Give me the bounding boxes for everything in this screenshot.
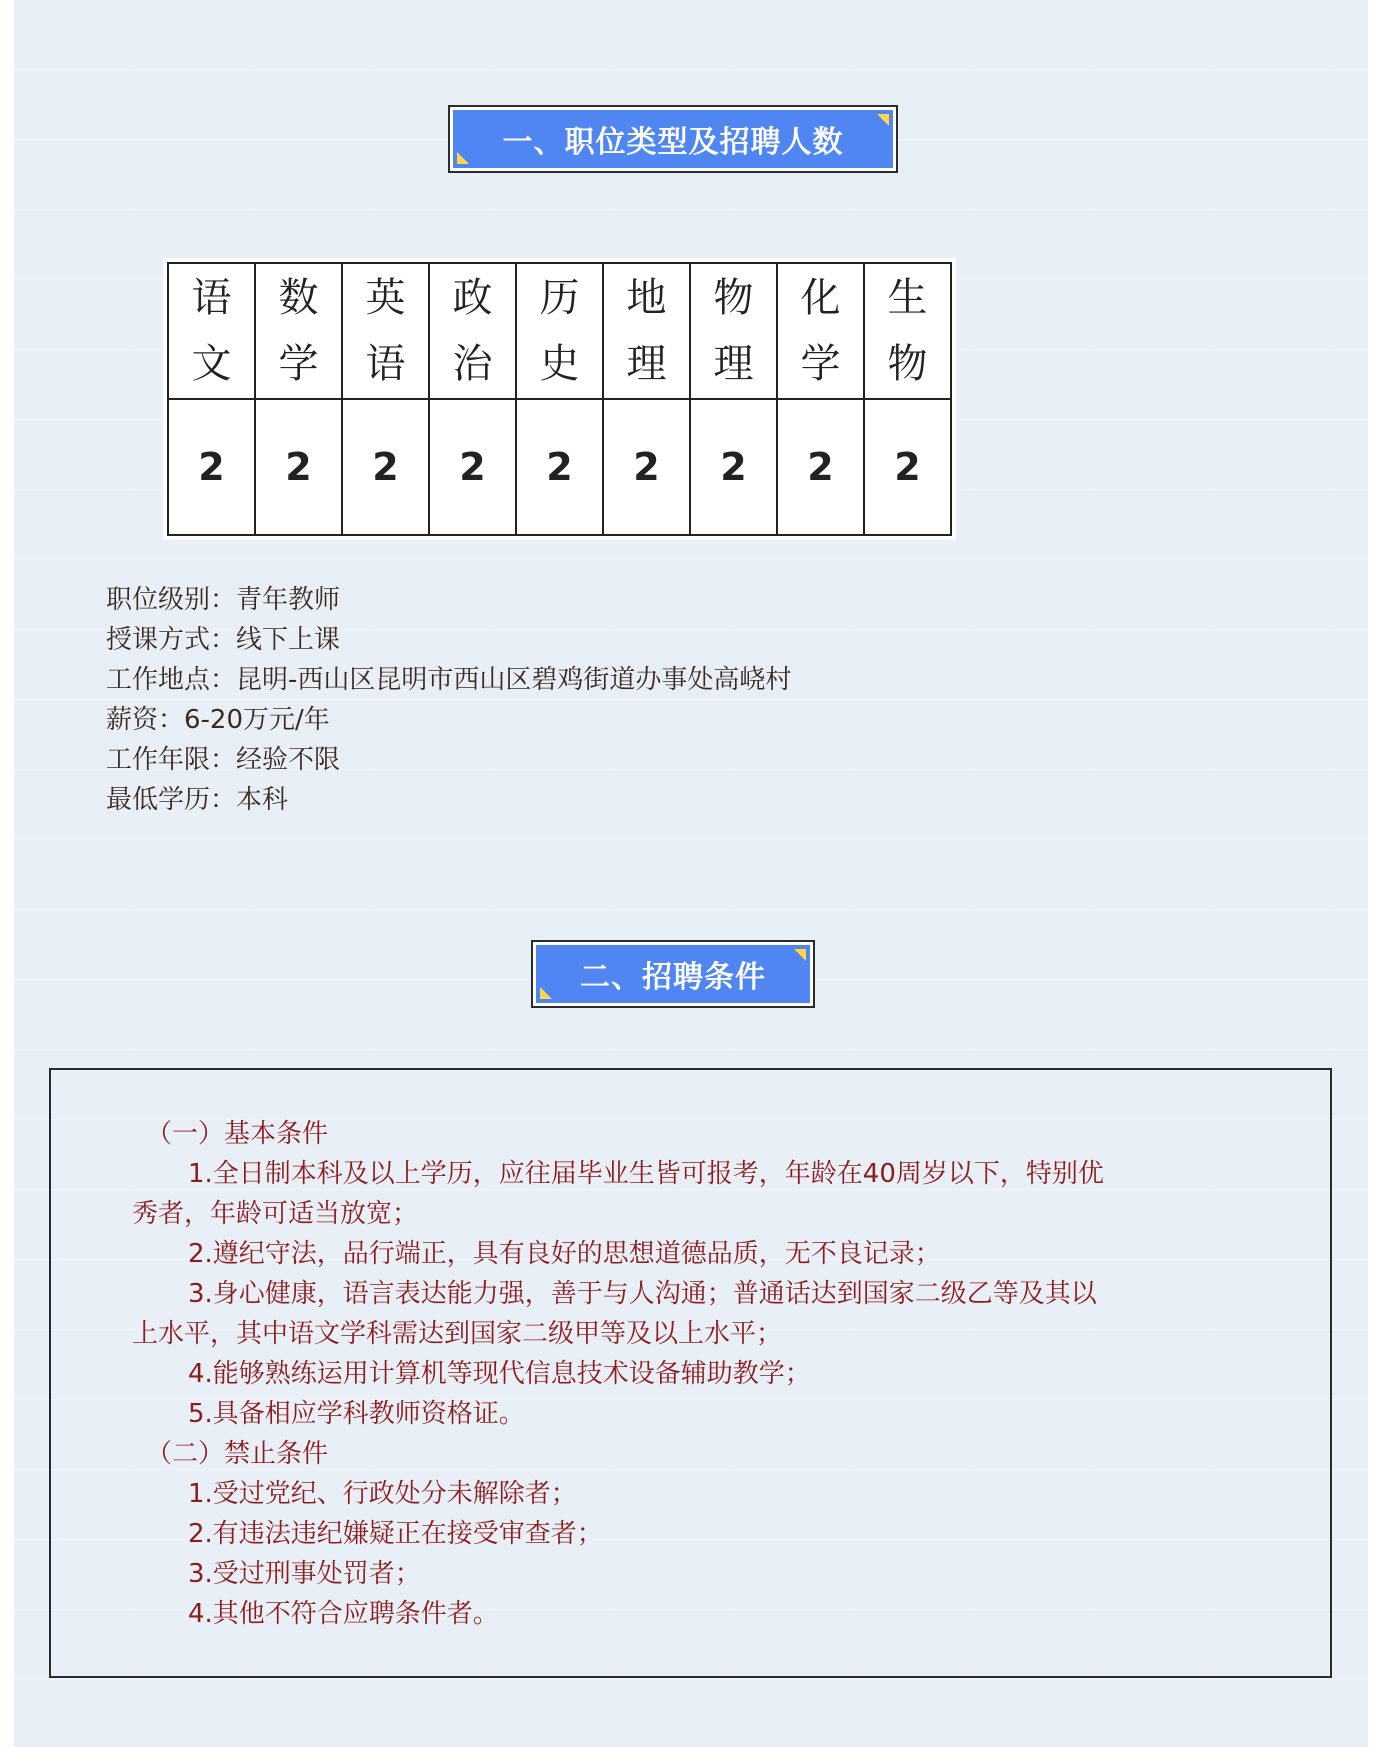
count-cell: 2 xyxy=(516,399,603,535)
basic-conditions-heading: （一）基本条件 xyxy=(146,1119,329,1149)
count-cell: 2 xyxy=(168,399,255,535)
corner-decoration xyxy=(877,114,889,126)
subject-cell: 英 语 xyxy=(342,263,429,399)
section-title-text: 二、招聘条件 xyxy=(580,960,766,995)
corner-decoration xyxy=(540,987,552,999)
conditions-text xyxy=(132,1114,1232,1634)
section-title-text: 一、职位类型及招聘人数 xyxy=(502,125,844,160)
subject-cell: 物 理 xyxy=(690,263,777,399)
condition-item-continued: 上水平，其中语文学科需达到国家二级甲等及以上水平； xyxy=(132,1319,783,1349)
subject-cell: 生 物 xyxy=(864,263,951,399)
section-title-banner-conditions xyxy=(531,940,815,1008)
condition-item: 2.遵纪守法，品行端正，具有良好的思想道德品质，无不良记录； xyxy=(188,1239,941,1269)
count-cell: 2 xyxy=(777,399,864,535)
section-title xyxy=(536,945,810,1003)
count-cell: 2 xyxy=(429,399,516,535)
job-info-list xyxy=(106,580,791,820)
subject-table xyxy=(163,258,956,540)
corner-decoration xyxy=(794,949,806,961)
condition-item: 5.具备相应学科教师资格证。 xyxy=(188,1399,525,1429)
subject-cell: 数 学 xyxy=(255,263,342,399)
count-row xyxy=(168,399,951,535)
subject-header-row xyxy=(168,263,951,399)
salary: 薪资：6-20万元/年 xyxy=(106,705,330,735)
teaching-mode: 授课方式：线下上课 xyxy=(106,625,341,655)
count-cell: 2 xyxy=(255,399,342,535)
subject-cell: 化 学 xyxy=(777,263,864,399)
subject-cell: 地 理 xyxy=(603,263,690,399)
prohibited-item: 2.有违法违纪嫌疑正在接受审查者； xyxy=(188,1519,603,1549)
work-experience: 工作年限：经验不限 xyxy=(106,745,341,775)
section-title-banner-positions xyxy=(448,105,898,173)
prohibited-conditions-heading: （二）禁止条件 xyxy=(146,1439,329,1469)
count-cell: 2 xyxy=(864,399,951,535)
condition-item: 1.全日制本科及以上学历，应往届毕业生皆可报考，年龄在40周岁以下，特别优 xyxy=(188,1159,1104,1189)
condition-item: 3.身心健康，语言表达能力强，善于与人沟通；普通话达到国家二级乙等及其以 xyxy=(188,1279,1097,1309)
work-location: 工作地点：昆明-西山区昆明市西山区碧鸡街道办事处高峣村 xyxy=(106,665,792,695)
job-level: 职位级别：青年教师 xyxy=(106,585,341,615)
prohibited-item: 1.受过党纪、行政处分未解除者； xyxy=(188,1479,577,1509)
corner-decoration xyxy=(457,152,469,164)
subject-cell: 历 史 xyxy=(516,263,603,399)
count-cell: 2 xyxy=(603,399,690,535)
prohibited-item: 4.其他不符合应聘条件者。 xyxy=(188,1599,499,1629)
count-cell: 2 xyxy=(690,399,777,535)
min-education: 最低学历：本科 xyxy=(106,785,289,815)
subject-cell: 语 文 xyxy=(168,263,255,399)
section-title xyxy=(453,110,893,168)
condition-item: 4.能够熟练运用计算机等现代信息技术设备辅助教学； xyxy=(188,1359,811,1389)
subject-cell: 政 治 xyxy=(429,263,516,399)
condition-item-continued: 秀者，年龄可适当放宽； xyxy=(132,1199,419,1229)
count-cell: 2 xyxy=(342,399,429,535)
prohibited-item: 3.受过刑事处罚者； xyxy=(188,1559,421,1589)
